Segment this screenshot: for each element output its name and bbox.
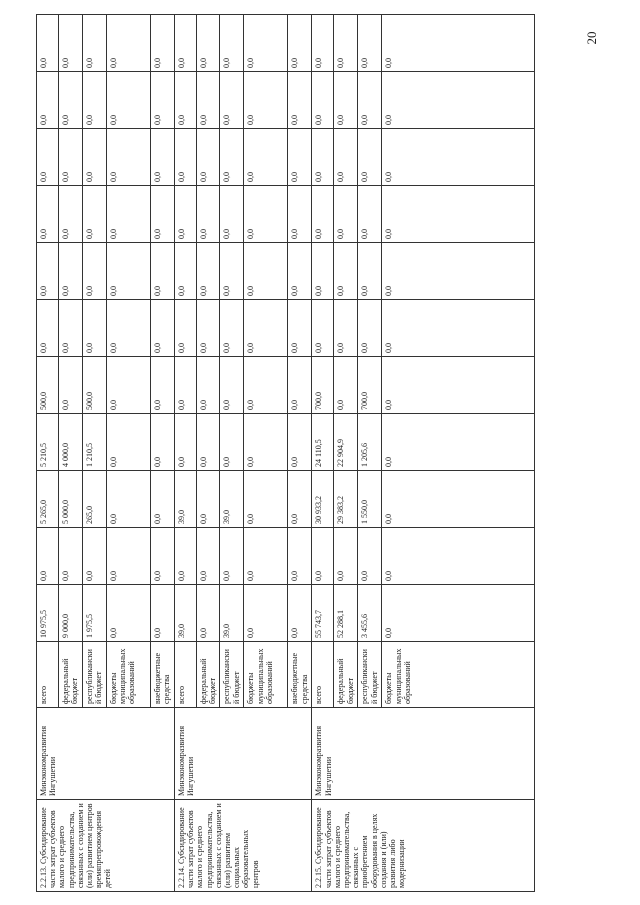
funding-source-cell: республиканский бюджет	[358, 642, 382, 708]
amount-cell: 0,0	[107, 414, 151, 471]
amount-cell: 0,0	[37, 243, 59, 300]
amount-cell: 3 455,6	[358, 585, 382, 642]
scan-page	[36, 14, 535, 892]
amount-cell: 0,0	[197, 585, 220, 642]
amount-cell: 9 000,0	[59, 585, 83, 642]
executor-cell: Минэкономразвития Ингушетии	[37, 708, 175, 800]
funding-source-cell: бюджеты муниципальных образований	[107, 642, 151, 708]
amount-cell: 0,0	[37, 528, 59, 585]
amount-cell: 0,0	[312, 72, 334, 129]
amount-cell: 0,0	[244, 129, 288, 186]
amount-cell: 0,0	[151, 585, 175, 642]
amount-cell: 0,0	[244, 471, 288, 528]
amount-cell: 0,0	[382, 186, 535, 243]
amount-cell: 0,0	[151, 186, 175, 243]
amount-cell: 500,0	[37, 357, 59, 414]
amount-cell: 0,0	[288, 300, 312, 357]
amount-cell: 0,0	[382, 414, 535, 471]
amount-cell: 0,0	[220, 528, 244, 585]
amount-cell: 1 205,6	[358, 414, 382, 471]
amount-cell: 0,0	[358, 300, 382, 357]
amount-cell: 0,0	[107, 72, 151, 129]
amount-cell: 0,0	[334, 186, 358, 243]
amount-cell: 0,0	[175, 15, 197, 72]
amount-cell: 0,0	[107, 471, 151, 528]
amount-cell: 0,0	[244, 300, 288, 357]
amount-cell: 0,0	[244, 414, 288, 471]
measure-title-cell: 2.2.14. Субсидирование части затрат субъектов малого и среднего предпринимательства, связанных с созданием и (или) развитием социальных образовательных центров	[175, 800, 312, 892]
amount-cell: 0,0	[382, 300, 535, 357]
amount-cell: 700,0	[358, 357, 382, 414]
amount-cell: 0,0	[288, 528, 312, 585]
amount-cell: 0,0	[288, 72, 312, 129]
funding-source-cell: республиканский бюджет	[83, 642, 107, 708]
amount-cell: 0,0	[334, 357, 358, 414]
amount-cell: 0,0	[59, 300, 83, 357]
amount-cell: 0,0	[244, 585, 288, 642]
amount-cell: 4 000,0	[59, 414, 83, 471]
amount-cell: 39,0	[220, 585, 244, 642]
amount-cell: 0,0	[220, 129, 244, 186]
finance-table	[36, 14, 535, 892]
amount-cell: 500,0	[83, 357, 107, 414]
amount-cell: 22 904,9	[334, 414, 358, 471]
amount-cell: 0,0	[220, 243, 244, 300]
funding-source-cell: федеральный бюджет	[59, 642, 83, 708]
amount-cell: 0,0	[37, 300, 59, 357]
amount-cell: 0,0	[382, 15, 535, 72]
amount-cell: 0,0	[151, 129, 175, 186]
amount-cell: 0,0	[175, 414, 197, 471]
amount-cell: 0,0	[288, 585, 312, 642]
executor-cell: Минэкономразвития Ингушетии	[312, 708, 535, 800]
amount-cell: 0,0	[220, 72, 244, 129]
amount-cell: 0,0	[312, 528, 334, 585]
amount-cell: 0,0	[175, 357, 197, 414]
amount-cell: 24 110,5	[312, 414, 334, 471]
amount-cell: 0,0	[244, 186, 288, 243]
amount-cell: 0,0	[175, 72, 197, 129]
amount-cell: 0,0	[244, 528, 288, 585]
amount-cell: 0,0	[312, 129, 334, 186]
amount-cell: 700,0	[312, 357, 334, 414]
amount-cell: 0,0	[107, 528, 151, 585]
executor-cell: Минэкономразвития Ингушетии	[175, 708, 312, 800]
amount-cell: 52 288,1	[334, 585, 358, 642]
amount-cell: 0,0	[151, 528, 175, 585]
amount-cell: 0,0	[382, 528, 535, 585]
amount-cell: 0,0	[288, 357, 312, 414]
amount-cell: 0,0	[83, 300, 107, 357]
amount-cell: 0,0	[197, 186, 220, 243]
amount-cell: 0,0	[382, 243, 535, 300]
amount-cell: 0,0	[197, 528, 220, 585]
amount-cell: 0,0	[334, 243, 358, 300]
amount-cell: 0,0	[83, 243, 107, 300]
amount-cell: 0,0	[358, 129, 382, 186]
table-row	[175, 15, 197, 892]
amount-cell: 39,0	[175, 585, 197, 642]
amount-cell: 0,0	[334, 72, 358, 129]
amount-cell: 0,0	[37, 15, 59, 72]
amount-cell: 0,0	[197, 300, 220, 357]
amount-cell: 0,0	[197, 357, 220, 414]
amount-cell: 0,0	[220, 15, 244, 72]
amount-cell: 0,0	[59, 72, 83, 129]
amount-cell: 0,0	[197, 414, 220, 471]
amount-cell: 0,0	[175, 300, 197, 357]
funding-source-cell: бюджеты муниципальных образований	[244, 642, 288, 708]
amount-cell: 0,0	[197, 15, 220, 72]
funding-source-cell: всего	[37, 642, 59, 708]
amount-cell: 0,0	[288, 186, 312, 243]
amount-cell: 0,0	[83, 72, 107, 129]
funding-source-cell: внебюджетные средства	[151, 642, 175, 708]
amount-cell: 0,0	[334, 300, 358, 357]
amount-cell: 0,0	[37, 72, 59, 129]
amount-cell: 0,0	[151, 471, 175, 528]
amount-cell: 0,0	[358, 72, 382, 129]
amount-cell: 0,0	[83, 186, 107, 243]
funding-source-cell: федеральный бюджет	[334, 642, 358, 708]
amount-cell: 0,0	[83, 528, 107, 585]
amount-cell: 1 975,5	[83, 585, 107, 642]
amount-cell: 0,0	[288, 414, 312, 471]
funding-source-cell: внебюджетные средства	[288, 642, 312, 708]
amount-cell: 0,0	[151, 15, 175, 72]
amount-cell: 0,0	[244, 15, 288, 72]
amount-cell: 0,0	[175, 528, 197, 585]
page-number: 20	[584, 31, 599, 45]
amount-cell: 0,0	[175, 129, 197, 186]
amount-cell: 10 975,5	[37, 585, 59, 642]
table-body	[37, 15, 535, 892]
amount-cell: 0,0	[382, 471, 535, 528]
amount-cell: 30 933,2	[312, 471, 334, 528]
amount-cell: 0,0	[197, 243, 220, 300]
amount-cell: 0,0	[175, 243, 197, 300]
amount-cell: 0,0	[358, 528, 382, 585]
amount-cell: 0,0	[382, 72, 535, 129]
amount-cell: 0,0	[151, 243, 175, 300]
amount-cell: 39,0	[175, 471, 197, 528]
amount-cell: 0,0	[83, 129, 107, 186]
amount-cell: 0,0	[312, 15, 334, 72]
amount-cell: 0,0	[37, 129, 59, 186]
amount-cell: 0,0	[151, 300, 175, 357]
amount-cell: 0,0	[59, 129, 83, 186]
amount-cell: 265,0	[83, 471, 107, 528]
amount-cell: 0,0	[59, 528, 83, 585]
amount-cell: 0,0	[197, 129, 220, 186]
amount-cell: 0,0	[312, 186, 334, 243]
amount-cell: 0,0	[244, 243, 288, 300]
amount-cell: 39,0	[220, 471, 244, 528]
amount-cell: 5 000,0	[59, 471, 83, 528]
amount-cell: 0,0	[382, 585, 535, 642]
funding-source-cell: республиканский бюджет	[220, 642, 244, 708]
funding-source-cell: всего	[312, 642, 334, 708]
amount-cell: 0,0	[244, 357, 288, 414]
rotated-table-container	[36, 14, 535, 892]
amount-cell: 29 383,2	[334, 471, 358, 528]
amount-cell: 0,0	[59, 186, 83, 243]
amount-cell: 0,0	[151, 414, 175, 471]
amount-cell: 0,0	[358, 15, 382, 72]
amount-cell: 0,0	[288, 471, 312, 528]
amount-cell: 0,0	[288, 243, 312, 300]
amount-cell: 0,0	[220, 357, 244, 414]
amount-cell: 0,0	[312, 243, 334, 300]
amount-cell: 0,0	[197, 72, 220, 129]
amount-cell: 5 210,5	[37, 414, 59, 471]
amount-cell: 0,0	[334, 528, 358, 585]
amount-cell: 0,0	[220, 414, 244, 471]
funding-source-cell: всего	[175, 642, 197, 708]
amount-cell: 0,0	[220, 300, 244, 357]
amount-cell: 0,0	[197, 471, 220, 528]
amount-cell: 0,0	[312, 300, 334, 357]
amount-cell: 0,0	[334, 15, 358, 72]
amount-cell: 0,0	[107, 585, 151, 642]
amount-cell: 0,0	[59, 243, 83, 300]
amount-cell: 0,0	[151, 357, 175, 414]
amount-cell: 0,0	[288, 129, 312, 186]
table-row	[37, 15, 59, 892]
amount-cell: 0,0	[244, 72, 288, 129]
amount-cell: 0,0	[107, 15, 151, 72]
amount-cell: 0,0	[59, 357, 83, 414]
amount-cell: 0,0	[107, 300, 151, 357]
amount-cell: 0,0	[107, 129, 151, 186]
amount-cell: 55 743,7	[312, 585, 334, 642]
amount-cell: 0,0	[37, 186, 59, 243]
amount-cell: 0,0	[334, 129, 358, 186]
amount-cell: 0,0	[382, 129, 535, 186]
funding-source-cell: федеральный бюджет	[197, 642, 220, 708]
table-row	[312, 15, 334, 892]
amount-cell: 0,0	[220, 186, 244, 243]
amount-cell: 0,0	[175, 186, 197, 243]
amount-cell: 0,0	[358, 186, 382, 243]
amount-cell: 0,0	[382, 357, 535, 414]
amount-cell: 0,0	[288, 15, 312, 72]
amount-cell: 0,0	[107, 357, 151, 414]
amount-cell: 5 265,0	[37, 471, 59, 528]
amount-cell: 1 210,5	[83, 414, 107, 471]
measure-title-cell: 2.2.13. Субсидирование части затрат субъектов малого и среднего предпринимательства, связанных с созданием и (или) развитием центров времяпрепровождения детей	[37, 800, 175, 892]
amount-cell: 0,0	[358, 243, 382, 300]
amount-cell: 1 550,0	[358, 471, 382, 528]
amount-cell: 0,0	[107, 243, 151, 300]
funding-source-cell: бюджеты муниципальных образований	[382, 642, 535, 708]
amount-cell: 0,0	[83, 15, 107, 72]
amount-cell: 0,0	[59, 15, 83, 72]
amount-cell: 0,0	[151, 72, 175, 129]
measure-title-cell: 2.2.15. Субсидирование части затрат субъектов малого и среднего предпринимательства, связанных с приобретением оборудования в целях создания и (или) развития либо модернизации	[312, 800, 535, 892]
amount-cell: 0,0	[107, 186, 151, 243]
